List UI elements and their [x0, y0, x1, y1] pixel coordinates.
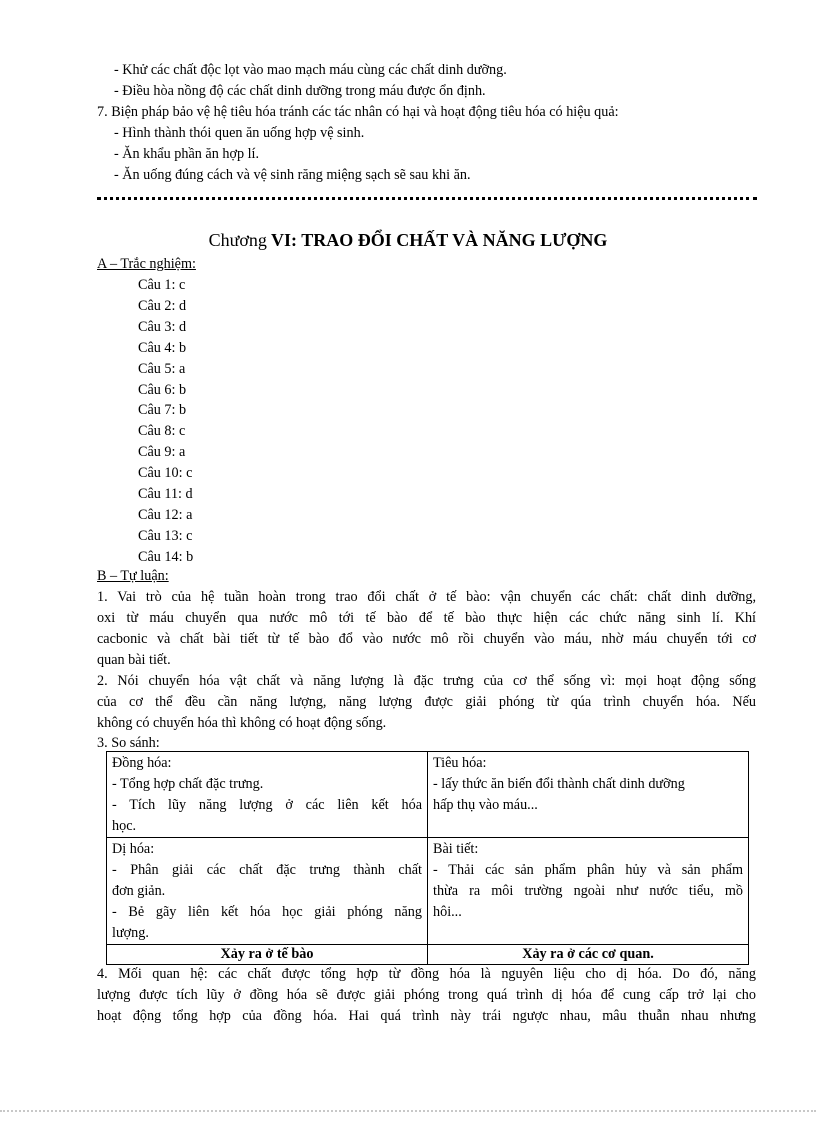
question-7: 7. Biện pháp bảo vệ hệ tiêu hóa tránh các tác nhân có hại và hoạt động tiêu hóa có hiệu quả: [97, 104, 619, 120]
paragraph-1-line: 1. Vai trò của hệ tuần hoàn trong trao đổi chất ở tế bào: vận chuyển các chất: chất dinh dưỡng, [97, 589, 756, 605]
dotted-divider [97, 197, 757, 200]
cell-line: đơn giản. [112, 883, 166, 899]
cell-dong-hoa [107, 752, 428, 838]
chapter-prefix: Chương [208, 230, 267, 250]
text-line: - Khử các chất độc lọt vào mao mạch máu cùng các chất dinh dưỡng. [114, 62, 507, 78]
cell-line: - Bẻ gãy liên kết hóa học giải phóng năng [112, 904, 422, 920]
answer-item: Câu 8: c [138, 423, 186, 440]
paragraph-3: 3. So sánh: [97, 735, 160, 751]
section-a-heading: A – Trắc nghiệm: [97, 256, 196, 272]
footer-right: Xảy ra ở các cơ quan. [428, 945, 749, 965]
cell-line: lượng. [112, 925, 149, 941]
cell-line: - Thải các sản phẩm phân hủy và sản phẩm [433, 862, 743, 878]
answer-item: Câu 12: a [138, 506, 193, 523]
answer-item: Câu 9: a [138, 444, 186, 461]
cell-heading: Tiêu hóa: [433, 755, 487, 771]
text-line: - Ăn uống đúng cách và vệ sinh răng miệng sạch sẽ sau khi ăn. [114, 167, 471, 183]
chapter-name: VI: TRAO ĐỔI CHẤT VÀ NĂNG LƯỢNG [271, 230, 608, 250]
answer-item: Câu 4: b [138, 339, 187, 356]
paragraph-4-line: 4. Mối quan hệ: các chất được tổng hợp từ đồng hóa là nguyên liệu cho dị hóa. Do đó, năng [97, 966, 756, 982]
cell-line: - Tích lũy năng lượng ở các liên kết hóa [112, 797, 422, 813]
cell-bai-tiet [428, 838, 749, 945]
answer-item: Câu 6: b [138, 381, 187, 398]
paragraph-1-line: cacbonic và chất bài tiết từ tế bào đổ vào nước mô rồi chuyển vào máu, nhờ máu chuyển tới cơ [97, 631, 756, 647]
answer-item: Câu 2: d [138, 297, 187, 314]
cell-line: hấp thụ vào máu... [433, 797, 538, 813]
answer-item: Câu 3: d [138, 318, 187, 335]
cell-heading: Bài tiết: [433, 841, 479, 857]
cell-line: - Phân giải các chất đặc trưng thành chất [112, 862, 422, 878]
answer-item: Câu 1: c [138, 277, 186, 293]
footer-left: Xảy ra ở tế bào [107, 945, 428, 965]
cell-line: thừa ra môi trường ngoài như nước tiểu, mồ [433, 883, 743, 899]
paragraph-4-line: lượng được tích lũy ở đồng hóa sẽ được giải phóng trong quá trình dị hóa để cung cấp trở lại cho [97, 987, 756, 1003]
paragraph-1-line: oxi từ máu chuyển qua nước mô tới tế bào để tế bào thực hiện các chức năng sinh lí. Khí [97, 610, 756, 626]
answer-item: Câu 10: c [138, 465, 193, 482]
cell-heading: Đồng hóa: [112, 755, 172, 771]
text-line: - Ăn khẩu phần ăn hợp lí. [114, 146, 260, 162]
paragraph-2-line: 2. Nói chuyển hóa vật chất và năng lượng là đặc trưng của cơ thể sống vì: mọi hoạt động sống [97, 673, 756, 689]
comparison-table [106, 751, 749, 965]
answer-item: Câu 11: d [138, 486, 193, 502]
cell-line: hôi... [433, 904, 462, 920]
cell-line: học. [112, 818, 137, 834]
answer-item: Câu 14: b [138, 548, 194, 565]
table-footer-row [107, 945, 749, 965]
cell-tieu-hoa [428, 752, 749, 838]
paragraph-4-line: hoạt động tổng hợp của đồng hóa. Hai quá trình này trái ngược nhau, mâu thuẫn nhau nhưng [97, 1008, 756, 1024]
table-row [107, 838, 749, 945]
cell-di-hoa [107, 838, 428, 945]
page-edge [0, 1110, 816, 1112]
answer-item: Câu 13: c [138, 527, 193, 544]
cell-line: - lấy thức ăn biến đổi thành chất dinh dưỡng [433, 776, 685, 792]
cell-heading: Dị hóa: [112, 841, 155, 857]
paragraph-2-line: không có chuyển hóa thì không có hoạt động sống. [97, 715, 387, 731]
answer-item: Câu 5: a [138, 360, 186, 377]
chapter-title [0, 228, 816, 252]
table-row [107, 752, 749, 838]
section-b-heading: B – Tự luận: [97, 568, 169, 584]
answer-item: Câu 7: b [138, 402, 187, 419]
text-line: - Hình thành thói quen ăn uống hợp vệ sinh. [114, 125, 365, 141]
paragraph-2-line: của cơ thể đều cần năng lượng, năng lượng được giải phóng từ qúa trình chuyển hóa. Nếu [97, 694, 756, 710]
text-line: - Điều hòa nồng độ các chất dinh dưỡng trong máu được ổn định. [114, 83, 486, 99]
paragraph-1-line: quan bài tiết. [97, 652, 171, 668]
cell-line: - Tổng hợp chất đặc trưng. [112, 776, 264, 792]
